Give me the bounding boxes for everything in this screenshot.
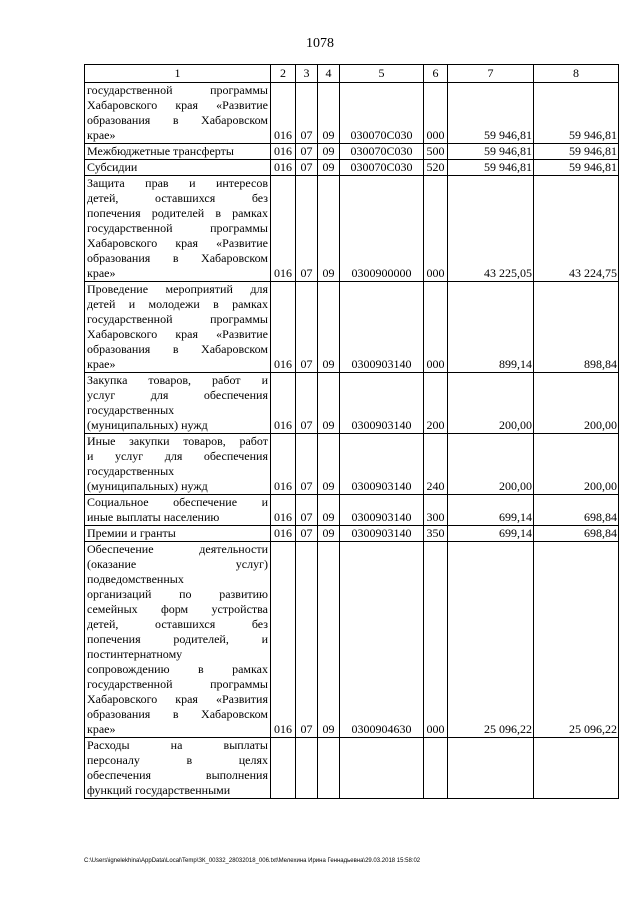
cell-c5: 0300904630 xyxy=(340,542,424,738)
row-name-line: (муниципальных) нужд xyxy=(87,418,208,432)
header-cell: 5 xyxy=(340,65,424,83)
row-name-line: Премии и гранты xyxy=(87,526,176,540)
cell-c8: 200,00 xyxy=(534,434,619,495)
row-name-line: Социальное обеспечение и xyxy=(87,495,268,509)
table-row xyxy=(85,144,619,160)
row-name-line: функций государственными xyxy=(87,783,231,797)
cell-c8: 698,84 xyxy=(534,526,619,542)
row-name-line: государственной программы xyxy=(87,312,268,326)
table-row xyxy=(85,160,619,176)
cell-c3: 07 xyxy=(296,176,318,282)
cell-c7: 699,14 xyxy=(448,526,534,542)
cell-c3: 07 xyxy=(296,83,318,144)
row-name-cell xyxy=(85,434,271,495)
cell-c2: 016 xyxy=(271,542,296,738)
table-row xyxy=(85,176,619,282)
page-number: 1078 xyxy=(306,36,334,51)
cell-c4: 09 xyxy=(318,176,340,282)
row-name-line: Закупка товаров, работ и xyxy=(87,373,268,387)
row-name-line: подведомственных xyxy=(87,572,184,586)
cell-c5: 0300903140 xyxy=(340,526,424,542)
cell-c3: 07 xyxy=(296,542,318,738)
cell-c7 xyxy=(448,738,534,799)
cell-c5: 0300903140 xyxy=(340,282,424,373)
row-name-line: образования в Хабаровском xyxy=(87,342,268,356)
table-header-row xyxy=(85,65,619,83)
row-name-line: (муниципальных) нужд xyxy=(87,479,208,493)
row-name-line: государственной программы xyxy=(87,677,268,691)
row-name-cell xyxy=(85,542,271,738)
cell-c6: 350 xyxy=(424,526,448,542)
row-name-line: Обеспечение деятельности xyxy=(87,542,268,556)
cell-c3: 07 xyxy=(296,495,318,526)
cell-c4: 09 xyxy=(318,373,340,434)
budget-table xyxy=(84,64,619,799)
row-name-line: Субсидии xyxy=(87,160,138,174)
row-name-line: детей и молодежи в рамках xyxy=(87,297,268,311)
row-name-cell xyxy=(85,282,271,373)
cell-c8: 898,84 xyxy=(534,282,619,373)
row-name-line: детей, оставшихся без xyxy=(87,191,268,205)
row-name-line: попечения родителей, и xyxy=(87,632,268,646)
cell-c4: 09 xyxy=(318,542,340,738)
row-name-line: крае» xyxy=(87,722,116,736)
cell-c6: 000 xyxy=(424,83,448,144)
row-name-line: сопровождению в рамках xyxy=(87,662,268,676)
row-name-cell xyxy=(85,83,271,144)
cell-c6: 200 xyxy=(424,373,448,434)
cell-c2: 016 xyxy=(271,176,296,282)
row-name-line: персоналу в целях xyxy=(87,753,268,767)
cell-c2: 016 xyxy=(271,526,296,542)
cell-c6 xyxy=(424,738,448,799)
row-name-line: Хабаровского края «Развитие xyxy=(87,327,268,341)
cell-c5: 0300900000 xyxy=(340,176,424,282)
cell-c4: 09 xyxy=(318,160,340,176)
cell-c4: 09 xyxy=(318,526,340,542)
cell-c5: 030070С030 xyxy=(340,144,424,160)
cell-c4: 09 xyxy=(318,282,340,373)
row-name-line: организаций по развитию xyxy=(87,587,268,601)
cell-c2: 016 xyxy=(271,160,296,176)
row-name-line: и услуг для обеспечения xyxy=(87,449,268,463)
row-name-cell xyxy=(85,160,271,176)
row-name-line: услуг для обеспечения xyxy=(87,388,268,402)
cell-c5: 0300903140 xyxy=(340,434,424,495)
row-name-cell xyxy=(85,176,271,282)
row-name-line: образования в Хабаровском xyxy=(87,707,268,721)
header-cell: 8 xyxy=(534,65,619,83)
cell-c5: 030070С030 xyxy=(340,160,424,176)
cell-c7: 200,00 xyxy=(448,373,534,434)
cell-c7: 59 946,81 xyxy=(448,160,534,176)
row-name-line: Хабаровского края «Развития xyxy=(87,692,268,706)
cell-c4: 09 xyxy=(318,495,340,526)
cell-c2 xyxy=(271,738,296,799)
row-name-line: обеспечения выполнения xyxy=(87,768,268,782)
cell-c7: 899,14 xyxy=(448,282,534,373)
row-name-line: государственной программы xyxy=(87,221,268,235)
file-path-footer: C:\Users\ignelekhina\AppData\Local\Temp\ЗК_00332_28032018_006.txt\Мелехина Ирина Геннадьевна\29.03.2018 15:58:02 xyxy=(84,858,421,864)
row-name-line: крае» xyxy=(87,357,116,371)
cell-c6: 520 xyxy=(424,160,448,176)
row-name-line: Иные закупки товаров, работ xyxy=(87,434,268,448)
row-name-line: (оказание услуг) xyxy=(87,557,268,571)
row-name-line: детей, оставшихся без xyxy=(87,617,268,631)
cell-c2: 016 xyxy=(271,495,296,526)
header-cell: 4 xyxy=(318,65,340,83)
row-name-line: Хабаровского края «Развитие xyxy=(87,98,268,112)
cell-c2: 016 xyxy=(271,373,296,434)
cell-c2: 016 xyxy=(271,83,296,144)
table-row xyxy=(85,434,619,495)
cell-c5: 0300903140 xyxy=(340,495,424,526)
cell-c8: 698,84 xyxy=(534,495,619,526)
row-name-cell xyxy=(85,373,271,434)
cell-c8: 59 946,81 xyxy=(534,160,619,176)
row-name-line: Расходы на выплаты xyxy=(87,738,268,752)
cell-c4 xyxy=(318,738,340,799)
cell-c6: 500 xyxy=(424,144,448,160)
row-name-line: образования в Хабаровском xyxy=(87,251,268,265)
cell-c6: 000 xyxy=(424,542,448,738)
row-name-line: иные выплаты населению xyxy=(87,510,220,524)
row-name-line: Межбюджетные трансферты xyxy=(87,144,234,158)
row-name-cell xyxy=(85,526,271,542)
cell-c8: 43 224,75 xyxy=(534,176,619,282)
table-row xyxy=(85,495,619,526)
row-name-line: Хабаровского края «Развитие xyxy=(87,236,268,250)
row-name-line: образования в Хабаровском xyxy=(87,113,268,127)
cell-c6: 000 xyxy=(424,176,448,282)
cell-c3: 07 xyxy=(296,434,318,495)
cell-c5 xyxy=(340,738,424,799)
table-row xyxy=(85,83,619,144)
row-name-cell xyxy=(85,738,271,799)
cell-c8: 59 946,81 xyxy=(534,144,619,160)
header-cell: 6 xyxy=(424,65,448,83)
cell-c6: 300 xyxy=(424,495,448,526)
table-row xyxy=(85,542,619,738)
cell-c8 xyxy=(534,738,619,799)
cell-c2: 016 xyxy=(271,434,296,495)
header-cell: 3 xyxy=(296,65,318,83)
cell-c8: 200,00 xyxy=(534,373,619,434)
cell-c3: 07 xyxy=(296,282,318,373)
cell-c8: 59 946,81 xyxy=(534,83,619,144)
cell-c7: 25 096,22 xyxy=(448,542,534,738)
cell-c4: 09 xyxy=(318,144,340,160)
row-name-line: государственных xyxy=(87,403,175,417)
row-name-cell xyxy=(85,144,271,160)
row-name-line: постинтернатному xyxy=(87,647,183,661)
cell-c7: 59 946,81 xyxy=(448,83,534,144)
cell-c2: 016 xyxy=(271,144,296,160)
row-name-line: государственных xyxy=(87,464,175,478)
cell-c6: 000 xyxy=(424,282,448,373)
row-name-line: крае» xyxy=(87,266,116,280)
cell-c6: 240 xyxy=(424,434,448,495)
row-name-cell xyxy=(85,495,271,526)
cell-c7: 43 225,05 xyxy=(448,176,534,282)
cell-c3: 07 xyxy=(296,144,318,160)
cell-c4: 09 xyxy=(318,83,340,144)
row-name-line: Защита прав и интересов xyxy=(87,176,268,190)
header-cell: 1 xyxy=(85,65,271,83)
header-cell: 2 xyxy=(271,65,296,83)
table-row xyxy=(85,738,619,799)
cell-c7: 59 946,81 xyxy=(448,144,534,160)
cell-c3: 07 xyxy=(296,373,318,434)
row-name-line: государственной программы xyxy=(87,83,268,97)
cell-c2: 016 xyxy=(271,282,296,373)
cell-c3: 07 xyxy=(296,160,318,176)
row-name-line: попечения родителей в рамках xyxy=(87,206,268,220)
row-name-line: семейных форм устройства xyxy=(87,602,268,616)
cell-c8: 25 096,22 xyxy=(534,542,619,738)
cell-c5: 030070С030 xyxy=(340,83,424,144)
header-cell: 7 xyxy=(448,65,534,83)
cell-c3: 07 xyxy=(296,526,318,542)
table-row xyxy=(85,526,619,542)
table-row xyxy=(85,373,619,434)
cell-c3 xyxy=(296,738,318,799)
cell-c7: 200,00 xyxy=(448,434,534,495)
cell-c5: 0300903140 xyxy=(340,373,424,434)
row-name-line: Проведение мероприятий для xyxy=(87,282,268,296)
table-row xyxy=(85,282,619,373)
cell-c7: 699,14 xyxy=(448,495,534,526)
cell-c4: 09 xyxy=(318,434,340,495)
row-name-line: крае» xyxy=(87,128,116,142)
